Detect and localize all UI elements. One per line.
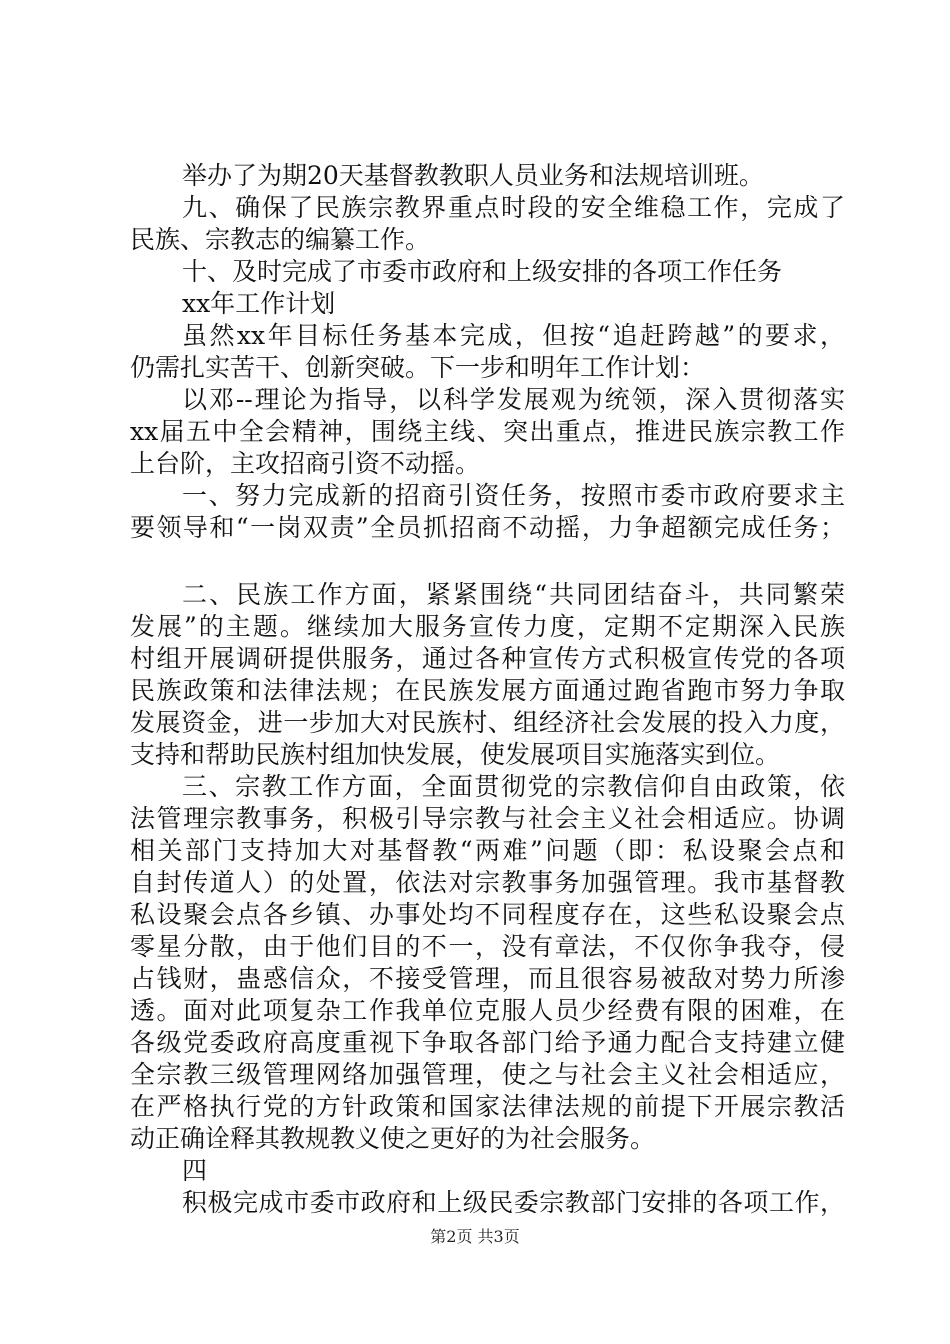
text-line: 发展”的主题。继续加大服务宣传力度，定期不定期深入民族 <box>130 612 845 641</box>
text-line: 零星分散，由于他们目的不一，没有章法，不仅你争我夺，侵 <box>130 932 845 961</box>
text-line: 仍需扎实苦干、创新突破。下一步和明年工作计划： <box>130 353 706 382</box>
text-line: 积极完成市委市政府和上级民委宗教部门安排的各项工作， <box>182 1188 845 1217</box>
text-line: 虽然xx年目标任务基本完成，但按“追赶跨越”的要求， <box>182 321 845 350</box>
paragraph-gap <box>130 544 845 579</box>
text-line: 全宗教三级管理网络加强管理，使之与社会主义社会相适应， <box>130 1060 845 1089</box>
text-line: 一、努力完成新的招商引资任务，按照市委市政府要求主 <box>182 481 845 510</box>
text-line: 村组开展调研提供服务，通过各种宣传方式积极宣传党的各项 <box>130 644 845 673</box>
text-line: 动正确诠释其教规教义使之更好的为社会服务。 <box>130 1124 656 1153</box>
text-line: 法管理宗教事务，积极引导宗教与社会主义社会相适应。协调 <box>130 804 845 833</box>
text-line: 私设聚会点各乡镇、办事处均不同程度存在，这些私设聚会点 <box>130 900 845 929</box>
page-number: 第2页 共3页 <box>430 1227 520 1246</box>
text-line: 发展资金，进一步加大对民族村、组经济社会发展的投入力度， <box>130 708 845 737</box>
text-line: 九、确保了民族宗教界重点时段的安全维稳工作，完成了 <box>182 193 845 222</box>
document-body <box>130 160 845 1219</box>
text-line: 自封传道人）的处置，依法对宗教事务加强管理。我市基督教 <box>130 868 845 897</box>
text-line: 上台阶，主攻招商引资不动摇。 <box>130 449 481 478</box>
text-line: 透。面对此项复杂工作我单位克服人员少经费有限的困难，在 <box>130 996 845 1025</box>
text-line: 要领导和“一岗双责”全员抓招商不动摇，力争超额完成任务； <box>130 513 845 542</box>
text-line: 各级党委政府高度重视下争取各部门给予通力配合支持建立健 <box>130 1028 845 1057</box>
text-line: 民族政策和法律法规；在民族发展方面通过跑省跑市努力争取 <box>130 676 845 705</box>
text-line: 十、及时完成了市委市政府和上级安排的各项工作任务 <box>182 257 783 286</box>
text-line: 二、民族工作方面，紧紧围绕“共同团结奋斗，共同繁荣 <box>182 580 845 609</box>
text-line: 三、宗教工作方面，全面贯彻党的宗教信仰自由政策，依 <box>182 772 845 801</box>
text-line: 以邓--理论为指导，以科学发展观为统领，深入贯彻落实 <box>182 385 845 414</box>
text-line: 举办了为期20天基督教教职人员业务和法规培训班。 <box>182 161 764 190</box>
text-line: xx届五中全会精神，围绕主线、突出重点，推进民族宗教工作 <box>130 417 845 446</box>
text-line: 占钱财，蛊惑信众，不接受管理，而且很容易被敌对势力所渗 <box>130 964 845 993</box>
section-heading: xx年工作计划 <box>182 289 336 318</box>
text-line: 四 <box>182 1156 208 1185</box>
text-line: 相关部门支持加大对基督教“两难”问题（即：私设聚会点和 <box>130 836 845 865</box>
text-line: 在严格执行党的方针政策和国家法律法规的前提下开展宗教活 <box>130 1092 845 1121</box>
text-line: 民族、宗教志的编纂工作。 <box>130 225 431 254</box>
text-line: 支持和帮助民族村组加快发展，使发展项目实施落实到位。 <box>130 740 781 769</box>
